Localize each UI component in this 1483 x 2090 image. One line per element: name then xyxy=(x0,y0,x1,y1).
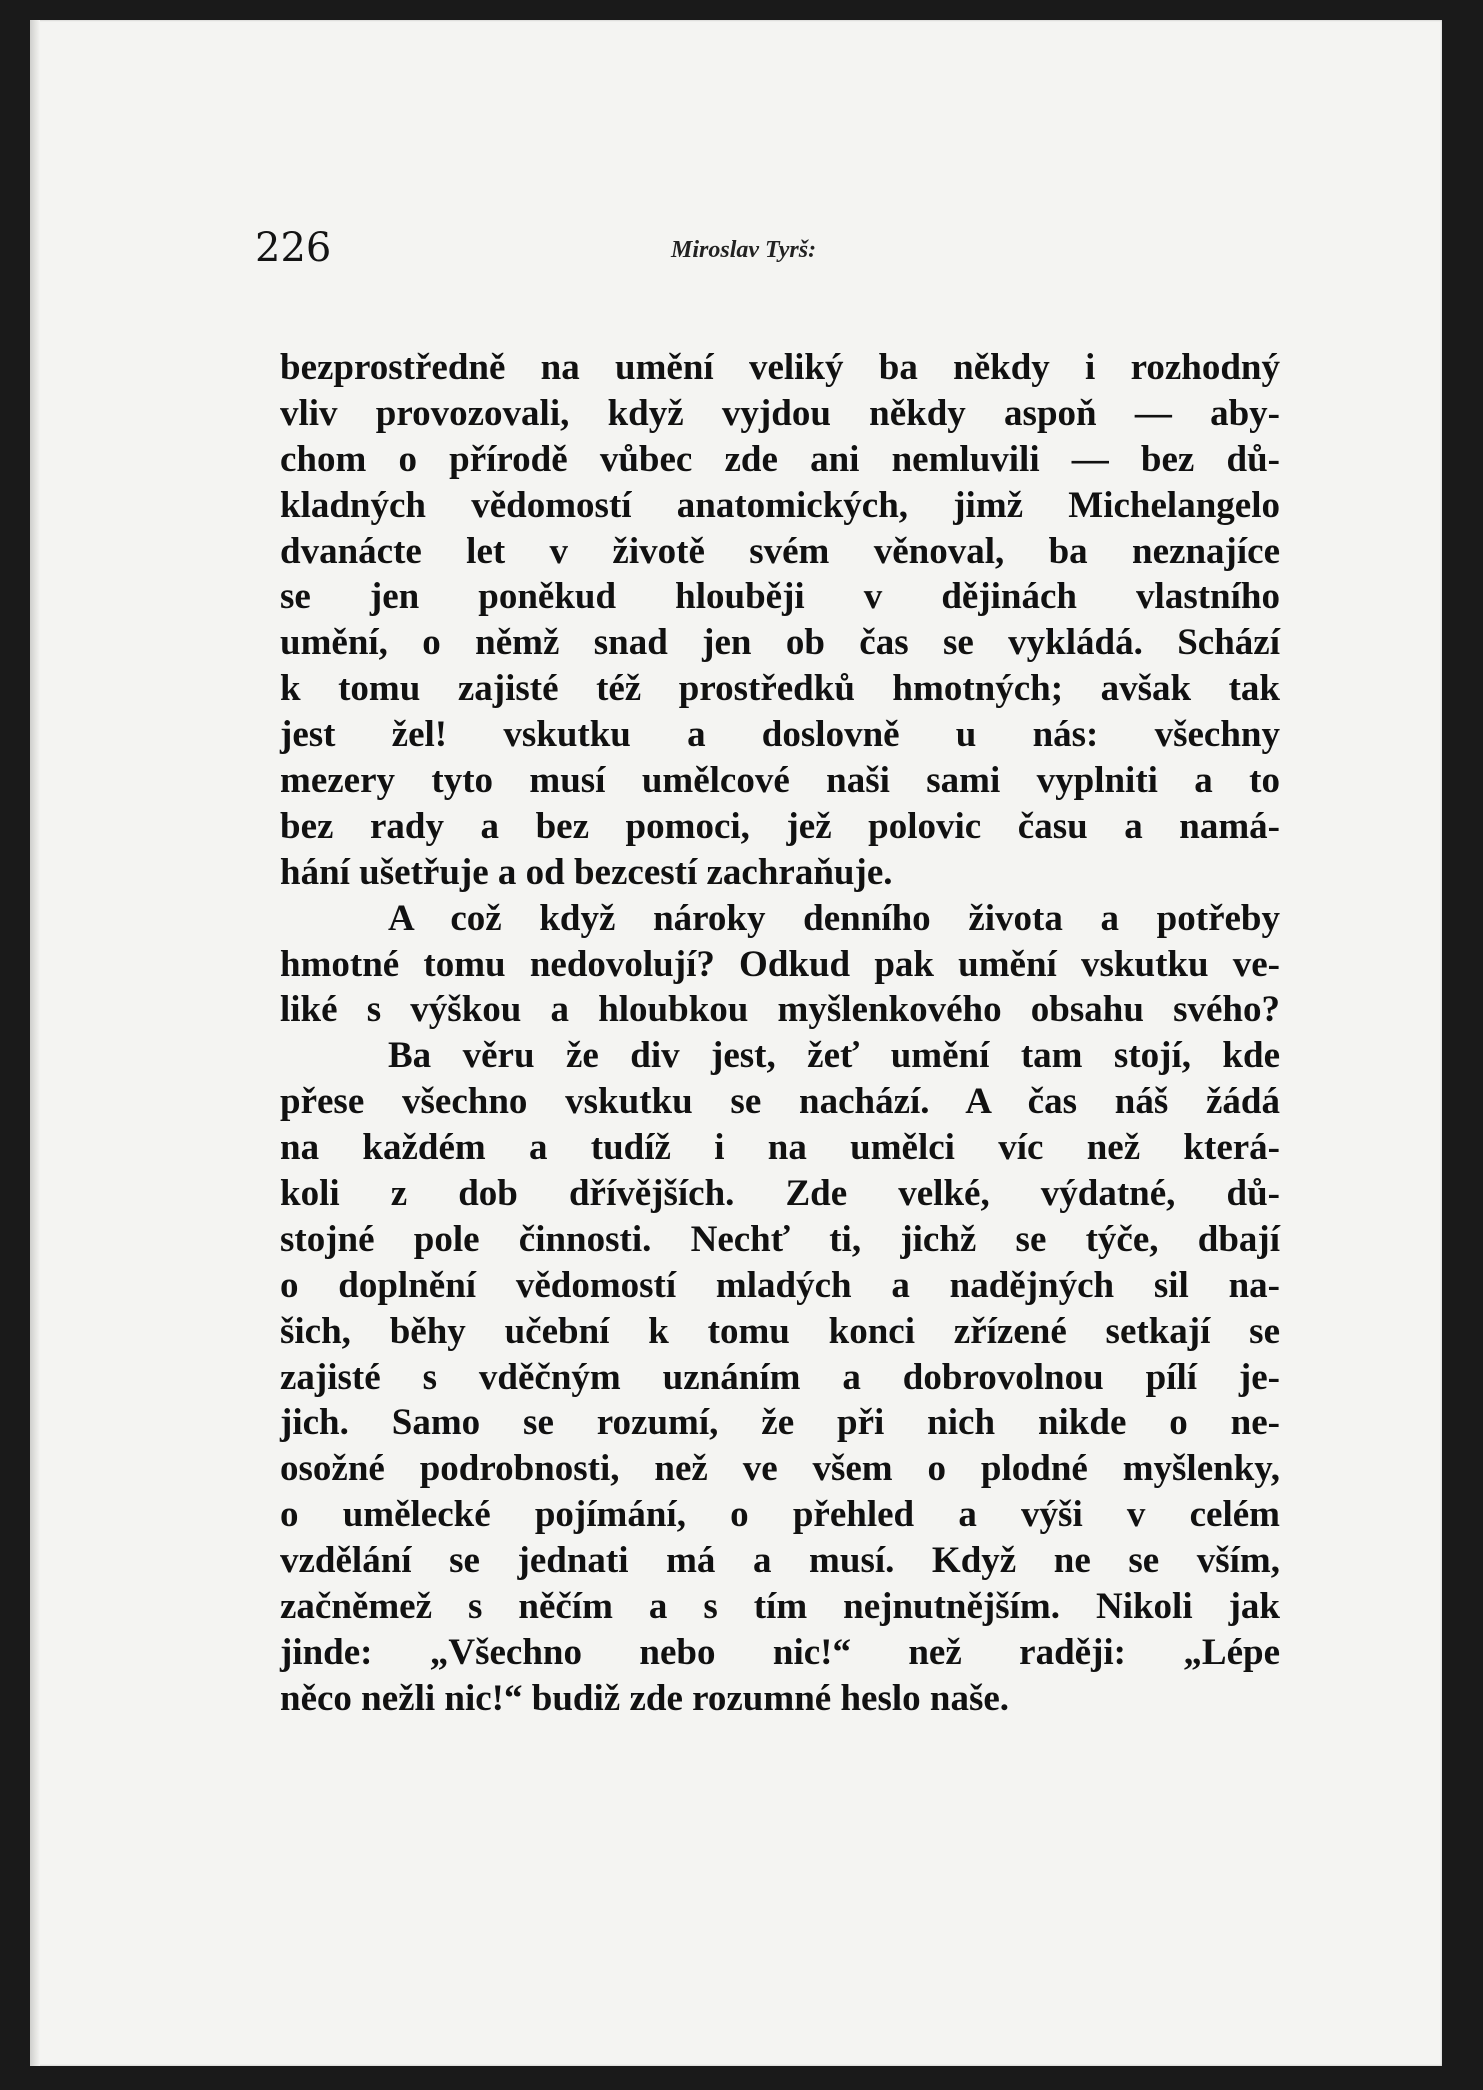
text-line: bez rady a bez pomoci, jež polovic času a namá- xyxy=(280,805,1280,847)
page-header xyxy=(255,215,1255,275)
text-line: na každém a tudíž i na umělci víc než která- xyxy=(280,1127,1280,1169)
text-line: o doplnění vědomostí mladých a nadějných sil na- xyxy=(280,1264,1280,1306)
body-text xyxy=(280,345,1280,1722)
text-line: jest žel! vskutku a doslovně u nás: všechny xyxy=(280,714,1280,756)
text-line: k tomu zajisté též prostředků hmotných; avšak tak xyxy=(280,668,1280,710)
text-line: koli z dob dřívějších. Zde velké, výdatné, dů- xyxy=(280,1173,1280,1215)
text-line: začněmež s něčím a s tím nejnutnějším. Nikoli jak xyxy=(280,1586,1280,1628)
text-line: kladných vědomostí anatomických, jimž Michelangelo xyxy=(280,484,1280,526)
text-line: jinde: „Všechno nebo nic!“ než raději: „Lépe xyxy=(280,1631,1280,1673)
text-line: zajisté s vděčným uznáním a dobrovolnou pílí je- xyxy=(280,1356,1280,1398)
page-gutter-shadow xyxy=(30,20,40,2066)
text-line: liké s výškou a hloubkou myšlenkového obsahu svého? xyxy=(280,989,1280,1031)
text-line: jich. Samo se rozumí, že při nich nikde o ne- xyxy=(280,1402,1280,1444)
text-line: stojné pole činnosti. Nechť ti, jichž se týče, dbají xyxy=(280,1218,1280,1260)
text-line: bezprostředně na umění veliký ba někdy i rozhodný xyxy=(280,347,1280,388)
page-number: 226 xyxy=(255,225,332,271)
text-line: mezery tyto musí umělcové naši sami vyplniti a to xyxy=(280,760,1280,802)
text-line: se jen poněkud hlouběji v dějinách vlastního xyxy=(280,576,1280,618)
text-line: hmotné tomu nedovolují? Odkud pak umění vskutku ve- xyxy=(280,943,1280,985)
running-head: Miroslav Tyrš: xyxy=(671,237,817,263)
text-line: dvanácte let v životě svém věnoval, ba neznajíce xyxy=(280,530,1280,572)
text-line: o umělecké pojímání, o přehled a výši v celém xyxy=(280,1494,1280,1536)
text-line: A což když nároky denního života a potřeby xyxy=(388,897,1280,939)
text-line: hání ušetřuje a od bezcestí zachraňuje. xyxy=(280,851,893,893)
text-line: Ba věru že div jest, žeť umění tam stojí, kde xyxy=(388,1035,1280,1077)
text-line: něco nežli nic!“ budiž zde rozumné heslo naše. xyxy=(280,1677,1010,1719)
text-line: umění, o němž snad jen ob čas se vykládá. Schází xyxy=(280,622,1280,664)
text-line: chom o přírodě vůbec zde ani nemluvili — bez dů- xyxy=(280,438,1280,480)
text-line: vzdělání se jednati má a musí. Když ne se vším, xyxy=(280,1540,1280,1582)
text-line: vliv provozovali, když vyjdou někdy aspoň — aby- xyxy=(280,392,1280,434)
text-line: přese všechno vskutku se nachází. A čas náš žádá xyxy=(280,1081,1280,1123)
text-line: osožné podrobnosti, než ve všem o plodné myšlenky, xyxy=(280,1448,1280,1490)
text-line: šich, běhy učební k tomu konci zřízené setkají se xyxy=(280,1310,1280,1352)
